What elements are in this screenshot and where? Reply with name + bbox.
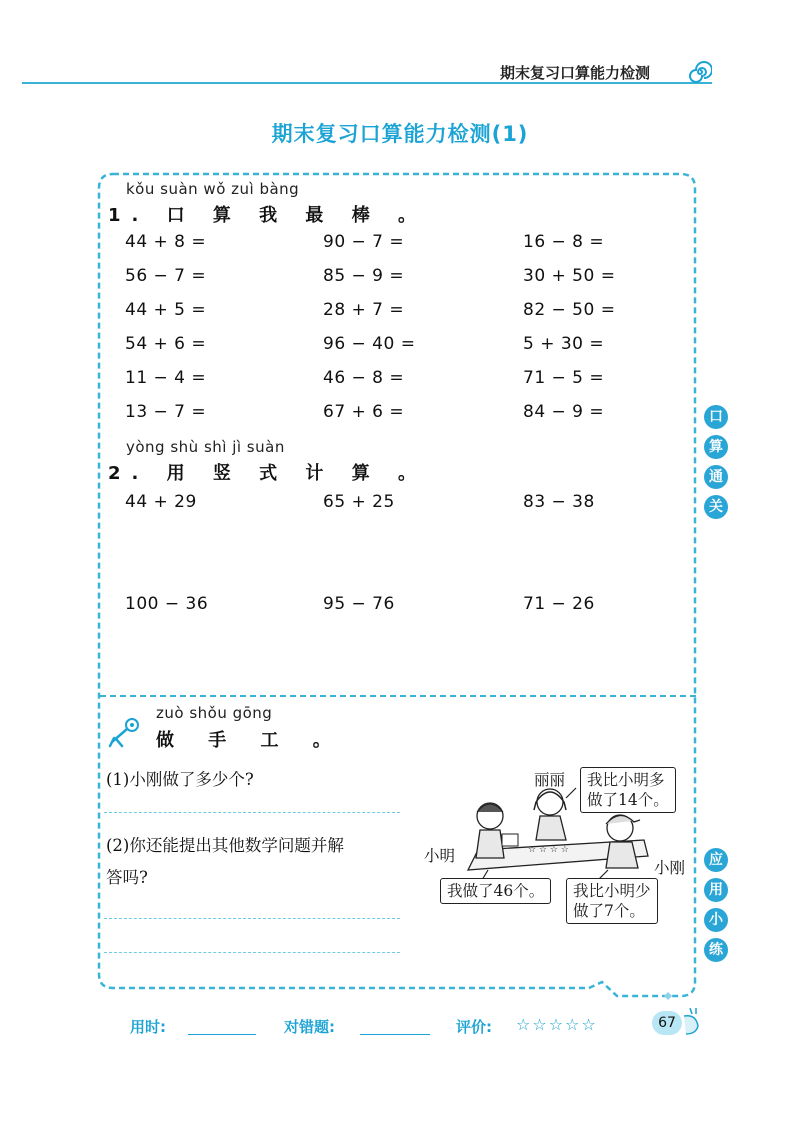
time-label: 用时: bbox=[130, 1018, 166, 1036]
mental-math-item: 11 − 4 = bbox=[125, 368, 207, 388]
spiral-icon bbox=[688, 60, 712, 84]
answer-line[interactable] bbox=[104, 918, 400, 919]
section-divider bbox=[100, 695, 696, 697]
running-title: 期末复习口算能力检测 bbox=[500, 64, 651, 82]
mental-math-item: 85 − 9 = bbox=[323, 266, 405, 286]
section2-pinyin: yòng shù shì jì suàn bbox=[126, 438, 285, 456]
time-blank[interactable] bbox=[188, 1034, 256, 1035]
mental-math-item: 44 + 5 = bbox=[125, 300, 207, 320]
mental-math-item: 67 + 6 = bbox=[323, 402, 405, 422]
page-number: 67 bbox=[652, 1011, 682, 1035]
vertical-calc-item: 95 − 76 bbox=[323, 594, 395, 614]
craft-scissors-icon bbox=[104, 716, 144, 750]
errors-blank[interactable] bbox=[360, 1034, 430, 1035]
side-tab-char: 关 bbox=[704, 495, 728, 519]
answer-line[interactable] bbox=[104, 812, 400, 813]
bubble-text: 做了14个。 bbox=[587, 791, 669, 809]
mental-math-item: 46 − 8 = bbox=[323, 368, 405, 388]
mental-math-item: 44 + 8 = bbox=[125, 232, 207, 252]
mental-math-item: 16 − 8 = bbox=[523, 232, 605, 252]
side-tab-char: 应 bbox=[704, 848, 728, 872]
question-2-line2: 答吗? bbox=[106, 868, 148, 887]
side-tab-char: 算 bbox=[704, 435, 728, 459]
side-tab-char: 通 bbox=[704, 465, 728, 489]
vertical-calc-item: 65 + 25 bbox=[323, 492, 395, 512]
vertical-calc-item: 71 − 26 bbox=[523, 594, 595, 614]
bubble-text: 我比小明少 bbox=[573, 882, 651, 900]
vertical-calc-item: 100 − 36 bbox=[125, 594, 209, 614]
side-tab-char: 用 bbox=[704, 878, 728, 902]
section2-heading: 2. 用 竖 式 计 算 。 bbox=[108, 463, 427, 484]
page-title: 期末复习口算能力检测(1) bbox=[271, 122, 529, 146]
rating-label: 评价: bbox=[456, 1018, 492, 1036]
bubble-text: 做了7个。 bbox=[573, 902, 645, 920]
answer-line[interactable] bbox=[104, 952, 400, 953]
vertical-calc-item: 44 + 29 bbox=[125, 492, 197, 512]
mental-math-item: 5 + 30 = bbox=[523, 334, 605, 354]
bubble-text: 我比小明多 bbox=[587, 771, 665, 789]
bubble-text: 我做了46个。 bbox=[447, 882, 545, 900]
side-tab-char: 小 bbox=[704, 908, 728, 932]
question-1: (1)小刚做了多少个? bbox=[106, 770, 254, 789]
side-tab-char: 练 bbox=[704, 938, 728, 962]
svg-text:☆ ☆ ☆ ☆: ☆ ☆ ☆ ☆ bbox=[528, 845, 569, 855]
mental-math-item: 30 + 50 = bbox=[523, 266, 616, 286]
mental-math-item: 28 + 7 = bbox=[323, 300, 405, 320]
mental-math-item: 54 + 6 = bbox=[125, 334, 207, 354]
xiaoming-name-label: 小明 bbox=[424, 847, 456, 865]
section1-heading: 1. 口 算 我 最 棒 。 bbox=[108, 205, 427, 226]
xiaogang-name-label: 小刚 bbox=[654, 859, 686, 877]
side-tab-char: 口 bbox=[704, 405, 728, 429]
section3-pinyin: zuò shǒu gōng bbox=[156, 704, 273, 722]
errors-label: 对错题: bbox=[284, 1018, 335, 1036]
mental-math-item: 71 − 5 = bbox=[523, 368, 605, 388]
mental-math-item: 13 − 7 = bbox=[125, 402, 207, 422]
mental-math-item: 90 − 7 = bbox=[323, 232, 405, 252]
lili-speech-bubble bbox=[580, 767, 676, 813]
xiaoming-speech-bubble bbox=[440, 878, 551, 904]
mental-math-item: 56 − 7 = bbox=[125, 266, 207, 286]
rating-stars[interactable]: ☆☆☆☆☆ bbox=[516, 1015, 598, 1034]
lili-name-label: 丽丽 bbox=[534, 771, 566, 789]
mental-math-item: 84 − 9 = bbox=[523, 402, 605, 422]
xiaogang-speech-bubble bbox=[566, 878, 658, 924]
question-2-line1: (2)你还能提出其他数学问题并解 bbox=[106, 836, 344, 855]
mental-math-item: 96 − 40 = bbox=[323, 334, 416, 354]
section3-heading: 做 手 工 。 bbox=[156, 730, 345, 751]
vertical-calc-item: 83 − 38 bbox=[523, 492, 595, 512]
mental-math-item: 82 − 50 = bbox=[523, 300, 616, 320]
section1-pinyin: kǒu suàn wǒ zuì bàng bbox=[126, 180, 300, 198]
